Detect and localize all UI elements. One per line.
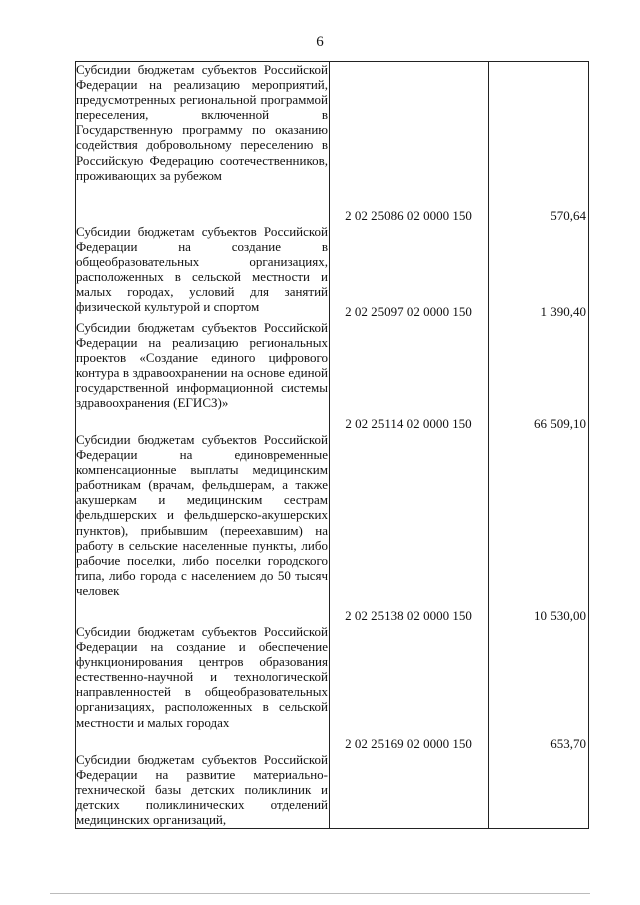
table-border-right [588, 61, 589, 829]
row-code: 2 02 25086 02 0000 150 [345, 208, 472, 223]
row-description: Субсидии бюджетам субъектов Российской Федерации на создание и обеспечение функционирования центров образования естественно-научной и технологической направленностей в общеобразовательных организациях, расположенных в сельской местности и малых городах [76, 624, 328, 730]
row-amount: 653,70 [550, 736, 586, 751]
row-amount: 570,64 [550, 208, 586, 223]
row-description: Субсидии бюджетам субъектов Российской Федерации на реализацию региональных проектов «Создание единого цифрового контура в здравоохранении на основе единой государственной информационной системы здравоохранения (ЕГИСЗ)» [76, 320, 328, 411]
row-amount: 1 390,40 [540, 304, 586, 319]
budget-table [75, 61, 589, 829]
row-code: 2 02 25114 02 0000 150 [345, 416, 472, 431]
row-description: Субсидии бюджетам субъектов Российской Федерации на единовременные компенсационные выплаты медицинским работникам (врачам, фельдшерам, а также акушеркам и медицинским сестрам фельдшерских и фельдшерско-акушерских пунктов), прибывшим (переехавшим) на работу в сельские населенные пункты, либо рабочие поселки, либо поселки городского типа, либо города с населением до 50 тысяч человек [76, 432, 328, 598]
row-description: Субсидии бюджетам субъектов Российской Федерации на развитие материально-технической базы детских поликлиник и детских поликлинических отделений медицинских организаций, [76, 752, 328, 828]
column-divider-description [329, 61, 330, 829]
page-number: 6 [316, 34, 324, 50]
row-description: Субсидии бюджетам субъектов Российской Федерации на реализацию мероприятий, предусмотренных региональной программой переселения, включенной в Государственную программу по оказанию содействия добровольному переселению в Российскую Федерацию соотечественников, проживающих за рубежом [76, 62, 328, 183]
row-amount: 66 509,10 [534, 416, 586, 431]
column-divider-code [488, 61, 489, 829]
row-code: 2 02 25138 02 0000 150 [345, 608, 472, 623]
table-border-bottom [75, 828, 589, 829]
row-amount: 10 530,00 [534, 608, 586, 623]
row-code: 2 02 25169 02 0000 150 [345, 736, 472, 751]
page-bottom-rule [50, 893, 590, 894]
row-description: Субсидии бюджетам субъектов Российской Федерации на создание в общеобразовательных организациях, расположенных в сельской местности и малых городах, условий для занятий физической культурой и спортом [76, 224, 328, 315]
row-code: 2 02 25097 02 0000 150 [345, 304, 472, 319]
